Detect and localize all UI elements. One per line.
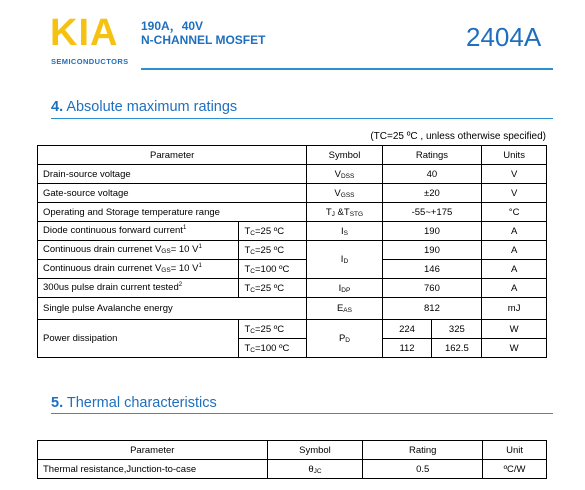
header-parameter: Parameter xyxy=(38,441,268,460)
section-4-title xyxy=(51,99,237,115)
unit-cell: ºC/W xyxy=(483,460,547,479)
condition-cell: $T_C=25$ ºC xyxy=(239,241,307,260)
condition-cell: $T_C=25$ ºC xyxy=(239,320,307,339)
unit-cell: V xyxy=(482,165,547,184)
param-cell: Single pulse Avalanche energy xyxy=(38,298,307,320)
section-5-title-text: Thermal characteristics xyxy=(63,395,217,411)
table-row xyxy=(38,184,547,203)
table-header-row xyxy=(38,146,547,165)
table-row xyxy=(38,203,547,222)
header-parameter: Parameter xyxy=(38,146,307,165)
table-row xyxy=(38,460,547,479)
param-cell: Power dissipation xyxy=(38,320,239,358)
table-row xyxy=(38,222,547,241)
part-number: 2404A xyxy=(466,22,542,52)
symbol-cell: $I_S$ xyxy=(307,222,382,241)
value-cell: 325 xyxy=(432,320,482,339)
header-ratings: Ratings xyxy=(382,146,482,165)
unit-cell: W xyxy=(482,320,547,339)
param-cell: Operating and Storage temperature range xyxy=(38,203,307,222)
condition-cell: $T_C=100$ ºC xyxy=(239,260,307,279)
value-cell: 760 xyxy=(382,279,482,298)
value-cell: 812 xyxy=(382,298,482,320)
condition-cell: $T_C=25$ ºC xyxy=(239,279,307,298)
condition-cell: $T_C=25$ ºC xyxy=(239,222,307,241)
header-unit: Unit xyxy=(483,441,547,460)
value-cell: 224 xyxy=(382,320,432,339)
header-divider xyxy=(141,68,553,70)
header-rating: Rating xyxy=(363,441,483,460)
param-cell: 300us pulse drain current tested$^2$ xyxy=(38,279,239,298)
header-symbol: Symbol xyxy=(307,146,382,165)
unit-cell: V xyxy=(482,184,547,203)
symbol-cell: $V_{GSS}$ xyxy=(307,184,382,203)
unit-cell: °C xyxy=(482,203,547,222)
section-5-number: 5. xyxy=(51,395,64,411)
symbol-cell: $V_{DSS}$ xyxy=(307,165,382,184)
table-row xyxy=(38,165,547,184)
condition-note: (TC=25 ºC , unless otherwise specified) xyxy=(370,131,546,142)
param-cell: Diode continuous forward current$^1$ xyxy=(38,222,239,241)
section-5-title xyxy=(51,395,217,411)
absolute-ratings-table xyxy=(37,145,547,358)
table-row xyxy=(38,260,547,279)
unit-cell: A xyxy=(482,241,547,260)
table-header-row xyxy=(38,441,547,460)
symbol-cell: $I_D$ xyxy=(307,241,382,279)
value-cell: 0.5 xyxy=(363,460,483,479)
spec-type: N-CHANNEL MOSFET xyxy=(141,33,266,47)
unit-cell: A xyxy=(482,260,547,279)
section-4-number: 4. xyxy=(51,99,64,115)
value-cell: 40 xyxy=(382,165,482,184)
unit-cell: mJ xyxy=(482,298,547,320)
condition-cell: $T_C=100$ ºC xyxy=(239,339,307,358)
value-cell: 190 xyxy=(382,241,482,260)
value-cell: 112 xyxy=(382,339,432,358)
section-4-underline xyxy=(51,118,553,119)
section-5-underline xyxy=(51,413,553,414)
thermal-table xyxy=(37,440,547,479)
header-symbol: Symbol xyxy=(267,441,363,460)
unit-cell: A xyxy=(482,279,547,298)
param-cell: Drain-source voltage xyxy=(38,165,307,184)
value-cell: -55~+175 xyxy=(382,203,482,222)
spec-rating: 190A，40V xyxy=(141,19,204,33)
company-logo-subtitle: SEMICONDUCTORS xyxy=(51,57,129,66)
symbol-cell: $P_D$ xyxy=(307,320,382,358)
param-cell: Thermal resistance,Junction-to-case xyxy=(38,460,268,479)
company-logo: KIA xyxy=(50,12,119,54)
symbol-cell: $E_{AS}$ xyxy=(307,298,382,320)
table-row xyxy=(38,241,547,260)
param-cell: Continuous drain currenet $V_{GS}= 10$ $V^1$ xyxy=(38,260,239,279)
symbol-cell: $I_{DP}$ xyxy=(307,279,382,298)
table-row xyxy=(38,298,547,320)
param-cell: Continuous drain currenet $V_{GS}= 10$ $V^1$ xyxy=(38,241,239,260)
value-cell: ±20 xyxy=(382,184,482,203)
value-cell: 190 xyxy=(382,222,482,241)
unit-cell: W xyxy=(482,339,547,358)
table-row xyxy=(38,320,547,339)
section-4-title-text: Absolute maximum ratings xyxy=(63,99,238,115)
table-row xyxy=(38,279,547,298)
value-cell: 146 xyxy=(382,260,482,279)
value-cell: 162.5 xyxy=(432,339,482,358)
symbol-cell: $T_J$ $\&T_{STG}$ xyxy=(307,203,382,222)
header-units: Units xyxy=(482,146,547,165)
param-cell: Gate-source voltage xyxy=(38,184,307,203)
unit-cell: A xyxy=(482,222,547,241)
symbol-cell: $\theta_{JC}$ xyxy=(267,460,363,479)
